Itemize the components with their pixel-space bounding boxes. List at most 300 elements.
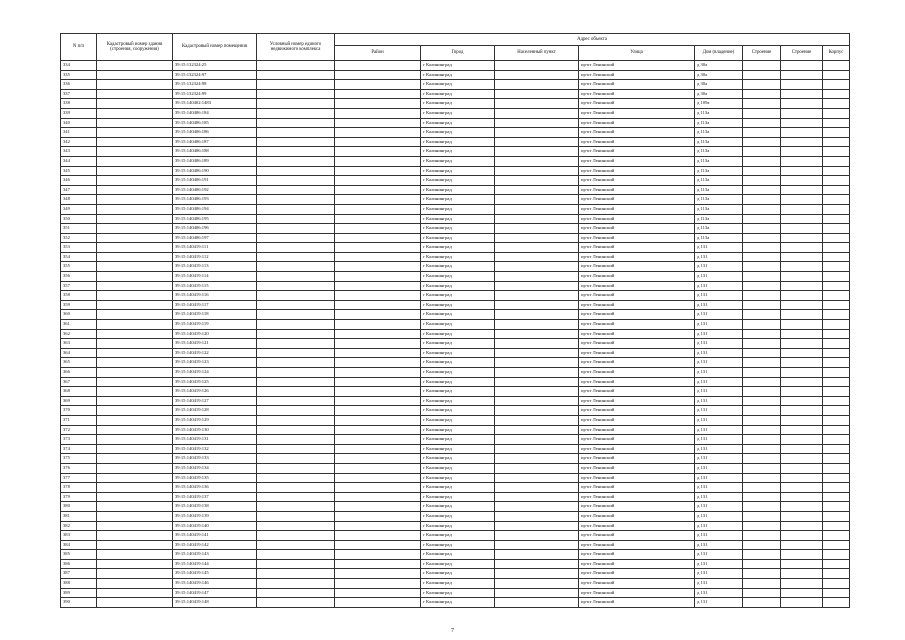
cell-locality — [495, 214, 579, 224]
table-row — [61, 435, 850, 445]
table-row — [61, 128, 850, 138]
cell-num: 356 — [61, 272, 97, 282]
cell-cad-premises: 39:15:140406:197 — [173, 233, 257, 243]
cell-district — [335, 463, 421, 473]
cell-cad-premises: 39:15:140406:194 — [173, 204, 257, 214]
cell-city: г Калининград — [421, 598, 495, 608]
cell-korpus — [823, 444, 850, 454]
cell-korpus — [823, 214, 850, 224]
cell-house: д 113а — [695, 204, 743, 214]
cell-cad-building — [97, 195, 173, 205]
cell-street: пр-кт Ленинский — [579, 195, 695, 205]
cell-street: пр-кт Ленинский — [579, 492, 695, 502]
cell-building2 — [781, 176, 823, 186]
cell-city: г Калининград — [421, 61, 495, 71]
cell-cad-premises: 39:15:140406:196 — [173, 224, 257, 234]
table-row — [61, 406, 850, 416]
header-locality: Населенный пункт — [495, 46, 579, 61]
header-building2: Строение — [781, 46, 823, 61]
cell-city: г Калининград — [421, 329, 495, 339]
cell-building1 — [743, 550, 781, 560]
cell-district — [335, 272, 421, 282]
cell-num: 379 — [61, 492, 97, 502]
cell-korpus — [823, 262, 850, 272]
table-row — [61, 396, 850, 406]
cell-building1 — [743, 502, 781, 512]
cell-building1 — [743, 521, 781, 531]
cell-conditional — [257, 252, 335, 262]
cell-street: пр-кт Ленинский — [579, 272, 695, 282]
cell-locality — [495, 89, 579, 99]
cell-conditional — [257, 559, 335, 569]
header-conditional: Условный номер единого недвижимого комплекса — [257, 34, 335, 61]
cell-locality — [495, 80, 579, 90]
header-cad-building: Кадастровый номер здания (строения, сооружения) — [97, 34, 173, 61]
cell-num: 388 — [61, 579, 97, 589]
cell-cad-building — [97, 492, 173, 502]
cell-city: г Калининград — [421, 463, 495, 473]
header-cad-premises: Кадастровый номер помещения — [173, 34, 257, 61]
cell-cad-premises: 39:15:140419:145 — [173, 569, 257, 579]
table-row — [61, 176, 850, 186]
cell-street: пр-кт Ленинский — [579, 406, 695, 416]
cell-building1 — [743, 281, 781, 291]
cell-korpus — [823, 368, 850, 378]
cell-korpus — [823, 195, 850, 205]
cell-num: 387 — [61, 569, 97, 579]
cell-city: г Калининград — [421, 368, 495, 378]
registry-sheet — [60, 33, 849, 608]
cell-house: д 113а — [695, 185, 743, 195]
cell-num: 359 — [61, 300, 97, 310]
cell-num: 369 — [61, 396, 97, 406]
cell-city: г Калининград — [421, 569, 495, 579]
cell-building2 — [781, 70, 823, 80]
table-row — [61, 559, 850, 569]
table-row — [61, 281, 850, 291]
cell-num: 336 — [61, 80, 97, 90]
cell-building2 — [781, 435, 823, 445]
cell-building2 — [781, 463, 823, 473]
cell-street: пр-кт Ленинский — [579, 108, 695, 118]
cell-building2 — [781, 483, 823, 493]
cell-korpus — [823, 204, 850, 214]
cell-house: д 109а — [695, 99, 743, 109]
cell-korpus — [823, 511, 850, 521]
cell-city: г Калининград — [421, 108, 495, 118]
cell-building2 — [781, 502, 823, 512]
cell-house: д 131 — [695, 281, 743, 291]
cell-locality — [495, 483, 579, 493]
cell-korpus — [823, 291, 850, 301]
cell-cad-premises: 39:15:140419:141 — [173, 531, 257, 541]
cell-conditional — [257, 320, 335, 330]
cell-cad-building — [97, 185, 173, 195]
cell-district — [335, 128, 421, 138]
cell-num: 386 — [61, 559, 97, 569]
cell-street: пр-кт Ленинский — [579, 310, 695, 320]
cell-korpus — [823, 156, 850, 166]
cell-city: г Калининград — [421, 483, 495, 493]
cell-district — [335, 559, 421, 569]
cell-num: 355 — [61, 262, 97, 272]
cell-locality — [495, 320, 579, 330]
cell-district — [335, 473, 421, 483]
cell-cad-premises: 39:15:140419:137 — [173, 492, 257, 502]
table-row — [61, 569, 850, 579]
cell-locality — [495, 272, 579, 282]
cell-street: пр-кт Ленинский — [579, 396, 695, 406]
cell-building1 — [743, 406, 781, 416]
cell-city: г Калининград — [421, 214, 495, 224]
cell-house: д 131 — [695, 262, 743, 272]
cell-building1 — [743, 80, 781, 90]
cell-korpus — [823, 473, 850, 483]
cell-district — [335, 339, 421, 349]
cell-num: 368 — [61, 387, 97, 397]
cell-locality — [495, 339, 579, 349]
cell-conditional — [257, 473, 335, 483]
cell-district — [335, 358, 421, 368]
cell-cad-building — [97, 329, 173, 339]
cell-num: 350 — [61, 214, 97, 224]
cell-locality — [495, 204, 579, 214]
cell-korpus — [823, 272, 850, 282]
cell-cad-premises: 39:15:140406:186 — [173, 128, 257, 138]
cell-city: г Калининград — [421, 137, 495, 147]
cell-locality — [495, 550, 579, 560]
cell-house: д 131 — [695, 579, 743, 589]
cell-conditional — [257, 61, 335, 71]
header-num: N п/п — [61, 34, 97, 61]
cell-building2 — [781, 272, 823, 282]
cell-building1 — [743, 108, 781, 118]
cell-korpus — [823, 185, 850, 195]
table-row — [61, 185, 850, 195]
cell-korpus — [823, 348, 850, 358]
cell-locality — [495, 387, 579, 397]
cell-korpus — [823, 99, 850, 109]
cell-house: д 131 — [695, 425, 743, 435]
cell-locality — [495, 463, 579, 473]
cell-conditional — [257, 137, 335, 147]
cell-building2 — [781, 300, 823, 310]
cell-locality — [495, 118, 579, 128]
cell-building2 — [781, 156, 823, 166]
cell-city: г Калининград — [421, 358, 495, 368]
cell-street: пр-кт Ленинский — [579, 329, 695, 339]
cell-street: пр-кт Ленинский — [579, 368, 695, 378]
table-row — [61, 463, 850, 473]
cell-street: пр-кт Ленинский — [579, 243, 695, 253]
cell-building1 — [743, 137, 781, 147]
cell-building2 — [781, 291, 823, 301]
cell-house: д 113а — [695, 166, 743, 176]
cell-city: г Калининград — [421, 99, 495, 109]
cell-building1 — [743, 320, 781, 330]
cell-building2 — [781, 559, 823, 569]
cell-building1 — [743, 415, 781, 425]
cell-district — [335, 137, 421, 147]
cell-korpus — [823, 310, 850, 320]
table-row — [61, 358, 850, 368]
cell-street: пр-кт Ленинский — [579, 339, 695, 349]
cell-conditional — [257, 300, 335, 310]
table-row — [61, 89, 850, 99]
table-row — [61, 262, 850, 272]
cell-building1 — [743, 588, 781, 598]
cell-house: д 113а — [695, 137, 743, 147]
table-row — [61, 214, 850, 224]
cell-num: 373 — [61, 435, 97, 445]
cell-building1 — [743, 339, 781, 349]
cell-locality — [495, 425, 579, 435]
cell-cad-building — [97, 521, 173, 531]
cell-locality — [495, 492, 579, 502]
cell-city: г Калининград — [421, 550, 495, 560]
cell-city: г Калининград — [421, 387, 495, 397]
cell-cad-building — [97, 598, 173, 608]
cell-district — [335, 195, 421, 205]
cell-building1 — [743, 473, 781, 483]
cell-cad-building — [97, 368, 173, 378]
cell-cad-premises: 39:15:140419:139 — [173, 511, 257, 521]
cell-cad-premises: 39:15:140406:185 — [173, 118, 257, 128]
cell-cad-building — [97, 387, 173, 397]
cell-building2 — [781, 588, 823, 598]
table-row — [61, 348, 850, 358]
cell-district — [335, 108, 421, 118]
cell-cad-building — [97, 463, 173, 473]
cell-street: пр-кт Ленинский — [579, 598, 695, 608]
cell-cad-premises: 39:15:140406:184 — [173, 108, 257, 118]
cell-conditional — [257, 511, 335, 521]
cell-city: г Калининград — [421, 521, 495, 531]
cell-building2 — [781, 387, 823, 397]
cell-conditional — [257, 118, 335, 128]
cell-house: д 113а — [695, 176, 743, 186]
cell-cad-premises: 39:15:140419:138 — [173, 502, 257, 512]
cell-district — [335, 176, 421, 186]
cell-num: 337 — [61, 89, 97, 99]
cell-building1 — [743, 531, 781, 541]
cell-city: г Калининград — [421, 243, 495, 253]
cell-building2 — [781, 262, 823, 272]
cell-cad-premises: 39:15:140419:117 — [173, 300, 257, 310]
cell-city: г Калининград — [421, 559, 495, 569]
header-city: Город — [421, 46, 495, 61]
cell-building1 — [743, 195, 781, 205]
cell-city: г Калининград — [421, 166, 495, 176]
cell-conditional — [257, 185, 335, 195]
cell-locality — [495, 473, 579, 483]
cell-cad-building — [97, 108, 173, 118]
cell-korpus — [823, 483, 850, 493]
cell-street: пр-кт Ленинский — [579, 291, 695, 301]
table-body — [61, 61, 850, 608]
cell-district — [335, 61, 421, 71]
cell-cad-premises: 39:15:140406:193 — [173, 195, 257, 205]
cell-city: г Калининград — [421, 147, 495, 157]
cell-district — [335, 579, 421, 589]
cell-street: пр-кт Ленинский — [579, 300, 695, 310]
cell-district — [335, 166, 421, 176]
cell-cad-premises: 39:15:140419:131 — [173, 435, 257, 445]
cell-house: д 131 — [695, 415, 743, 425]
cell-building1 — [743, 185, 781, 195]
cell-korpus — [823, 531, 850, 541]
cell-house: д 113а — [695, 233, 743, 243]
cell-cad-premises: 39:15:140406:192 — [173, 185, 257, 195]
cell-building1 — [743, 128, 781, 138]
cell-house: д 113а — [695, 147, 743, 157]
cell-cad-building — [97, 156, 173, 166]
cell-korpus — [823, 128, 850, 138]
cell-district — [335, 214, 421, 224]
cell-conditional — [257, 147, 335, 157]
cell-district — [335, 377, 421, 387]
cell-locality — [495, 377, 579, 387]
cell-street: пр-кт Ленинский — [579, 233, 695, 243]
cell-city: г Калининград — [421, 579, 495, 589]
table-row — [61, 300, 850, 310]
cell-cad-building — [97, 80, 173, 90]
cell-cad-premises: 39:15:140419:115 — [173, 281, 257, 291]
cell-cad-building — [97, 415, 173, 425]
cell-conditional — [257, 444, 335, 454]
cell-num: 374 — [61, 444, 97, 454]
cell-district — [335, 262, 421, 272]
cell-street: пр-кт Ленинский — [579, 80, 695, 90]
table-row — [61, 195, 850, 205]
cell-cad-premises: 39:15:140419:116 — [173, 291, 257, 301]
cell-cad-premises: 39:15:140419:126 — [173, 387, 257, 397]
cell-cad-building — [97, 377, 173, 387]
cell-street: пр-кт Ленинский — [579, 511, 695, 521]
cell-city: г Калининград — [421, 281, 495, 291]
table-row — [61, 387, 850, 397]
cell-cad-premises: 39:15:140419:127 — [173, 396, 257, 406]
table-row — [61, 339, 850, 349]
cell-locality — [495, 233, 579, 243]
cell-street: пр-кт Ленинский — [579, 473, 695, 483]
cell-district — [335, 387, 421, 397]
cell-cad-premises: 39:15:140406:188 — [173, 147, 257, 157]
table-row — [61, 588, 850, 598]
cell-building2 — [781, 540, 823, 550]
table-row — [61, 224, 850, 234]
cell-cad-building — [97, 348, 173, 358]
cell-cad-premises: 39:15:140419:140 — [173, 521, 257, 531]
cell-district — [335, 521, 421, 531]
cell-cad-building — [97, 473, 173, 483]
cell-locality — [495, 559, 579, 569]
cell-cad-building — [97, 559, 173, 569]
cell-locality — [495, 415, 579, 425]
cell-num: 383 — [61, 531, 97, 541]
cell-korpus — [823, 329, 850, 339]
table-row — [61, 166, 850, 176]
cell-house: д 113а — [695, 214, 743, 224]
cell-district — [335, 281, 421, 291]
cell-building1 — [743, 598, 781, 608]
cell-cad-building — [97, 339, 173, 349]
cell-cad-premises: 39:15:140419:120 — [173, 329, 257, 339]
cell-house: д 113а — [695, 128, 743, 138]
cell-street: пр-кт Ленинский — [579, 358, 695, 368]
cell-korpus — [823, 176, 850, 186]
table-row — [61, 483, 850, 493]
cell-korpus — [823, 108, 850, 118]
cell-house: д 131 — [695, 598, 743, 608]
table-row — [61, 511, 850, 521]
cell-cad-building — [97, 166, 173, 176]
cell-building2 — [781, 108, 823, 118]
cell-building1 — [743, 243, 781, 253]
cell-cad-building — [97, 435, 173, 445]
cell-street: пр-кт Ленинский — [579, 166, 695, 176]
cell-korpus — [823, 559, 850, 569]
cell-locality — [495, 358, 579, 368]
cell-house: д 131 — [695, 406, 743, 416]
cell-num: 366 — [61, 368, 97, 378]
table-row — [61, 137, 850, 147]
cell-building1 — [743, 454, 781, 464]
cell-cad-premises: 39:15:140419:118 — [173, 310, 257, 320]
cell-building2 — [781, 233, 823, 243]
cell-locality — [495, 531, 579, 541]
header-address-group: Адрес объекта — [335, 34, 850, 46]
cell-conditional — [257, 368, 335, 378]
cell-building1 — [743, 99, 781, 109]
cell-conditional — [257, 339, 335, 349]
cell-cad-premises: 39:15:140419:128 — [173, 406, 257, 416]
cell-street: пр-кт Ленинский — [579, 444, 695, 454]
cell-street: пр-кт Ленинский — [579, 550, 695, 560]
cell-korpus — [823, 281, 850, 291]
cell-locality — [495, 156, 579, 166]
cell-district — [335, 99, 421, 109]
cell-conditional — [257, 377, 335, 387]
cell-district — [335, 550, 421, 560]
table-row — [61, 156, 850, 166]
cell-num: 371 — [61, 415, 97, 425]
cell-building1 — [743, 444, 781, 454]
table-row — [61, 108, 850, 118]
table-row — [61, 377, 850, 387]
table-row — [61, 425, 850, 435]
page-number: 7 — [451, 628, 454, 634]
cell-house: д 131 — [695, 588, 743, 598]
cell-cad-building — [97, 204, 173, 214]
cell-locality — [495, 511, 579, 521]
cell-num: 340 — [61, 118, 97, 128]
cell-city: г Калининград — [421, 224, 495, 234]
table-row — [61, 61, 850, 71]
cell-street: пр-кт Ленинский — [579, 425, 695, 435]
cell-building2 — [781, 281, 823, 291]
cell-locality — [495, 185, 579, 195]
cell-building1 — [743, 291, 781, 301]
cell-district — [335, 425, 421, 435]
cell-cad-building — [97, 406, 173, 416]
table-row — [61, 80, 850, 90]
cell-house: д 113а — [695, 118, 743, 128]
cell-cad-building — [97, 291, 173, 301]
cell-locality — [495, 300, 579, 310]
cell-building1 — [743, 559, 781, 569]
cell-num: 382 — [61, 521, 97, 531]
